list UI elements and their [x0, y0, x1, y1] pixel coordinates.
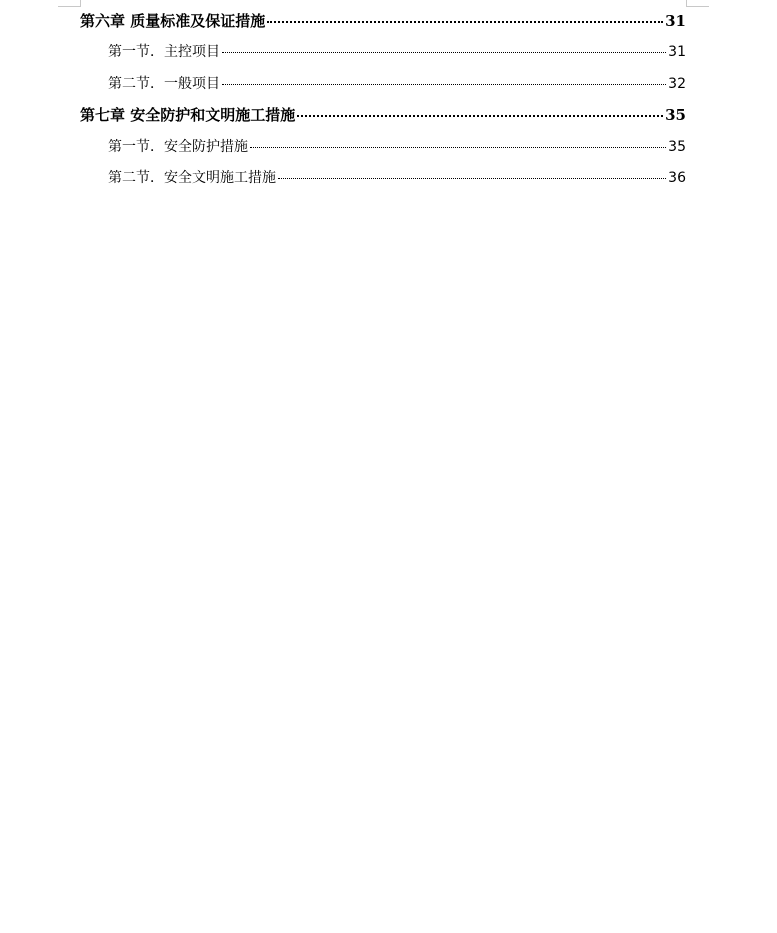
toc-entry-section-6-1[interactable]	[80, 37, 686, 68]
toc-page-number: 35	[665, 106, 686, 125]
table-of-contents	[80, 6, 686, 194]
toc-entry-section-7-1[interactable]	[80, 132, 686, 163]
toc-entry-title: 第二节．一般项目	[108, 75, 220, 92]
toc-entry-title: 第七章 安全防护和文明施工措施	[80, 106, 296, 125]
crop-mark-top-right	[686, 0, 709, 7]
toc-entry-section-7-2[interactable]	[80, 163, 686, 194]
toc-dot-leader	[250, 147, 666, 148]
toc-entry-title: 第六章 质量标准及保证措施	[80, 12, 266, 30]
toc-entry-section-6-2[interactable]	[80, 69, 686, 100]
toc-entry-title: 第一节．安全防护措施	[108, 138, 248, 155]
toc-entry-chapter-7[interactable]	[80, 100, 686, 131]
crop-mark-top-left	[58, 0, 81, 7]
toc-dot-leader	[267, 21, 663, 23]
toc-page-number: 36	[668, 169, 686, 186]
toc-entry-title: 第二节．安全文明施工措施	[108, 169, 276, 186]
toc-entry-title: 第一节．主控项目	[108, 44, 220, 61]
toc-page-number: 35	[668, 138, 686, 155]
toc-page-number: 31	[668, 44, 686, 61]
toc-page-number: 32	[668, 75, 686, 92]
toc-dot-leader	[278, 178, 666, 179]
toc-entry-chapter-6[interactable]	[80, 6, 686, 37]
toc-page-number: 31	[665, 12, 686, 30]
toc-dot-leader	[222, 52, 666, 53]
toc-dot-leader	[297, 115, 663, 117]
toc-dot-leader	[222, 84, 666, 85]
